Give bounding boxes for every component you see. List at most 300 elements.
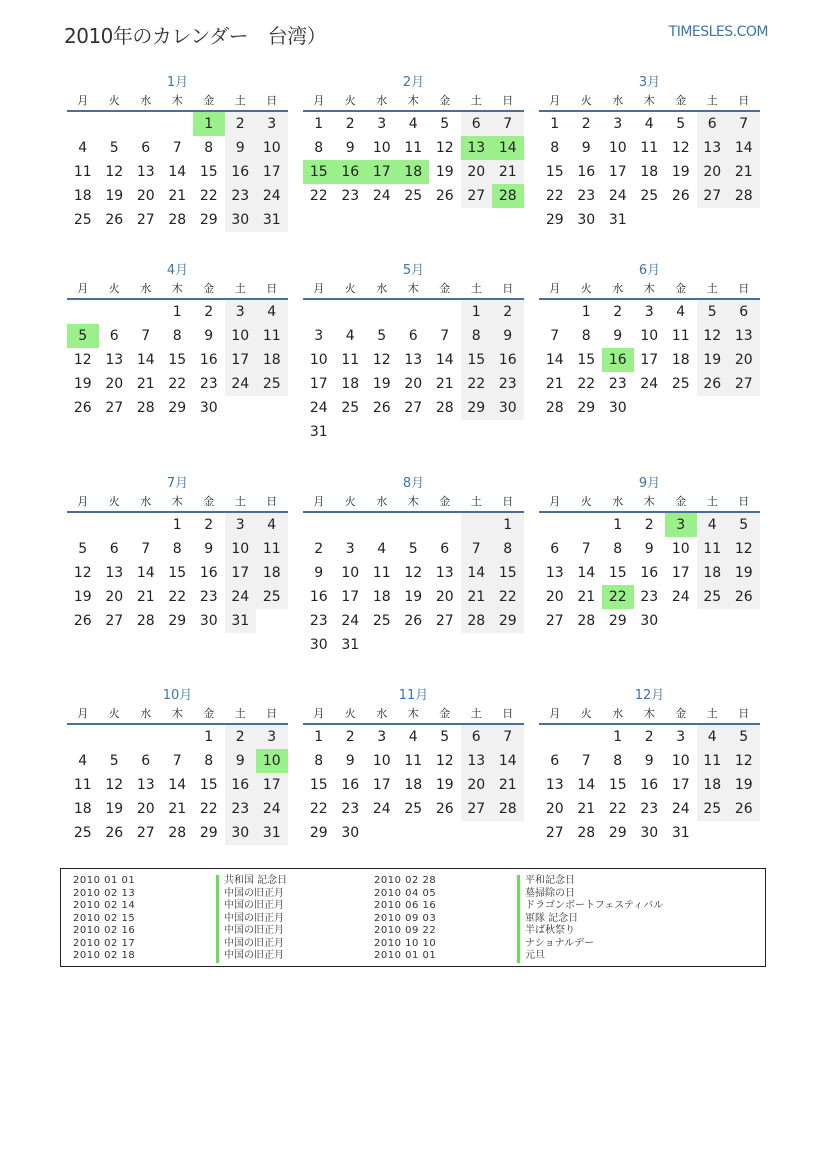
day-cell: 21 xyxy=(577,801,596,817)
weekday-label: 金 xyxy=(203,282,215,295)
day-cell: 11 xyxy=(404,140,423,156)
empty-cell xyxy=(67,112,99,136)
day-cell: 9 xyxy=(644,541,654,557)
day-cell: 18 xyxy=(640,164,659,180)
day-cell: 6 xyxy=(109,328,119,344)
empty-cell xyxy=(461,633,493,657)
weekday-label: 日 xyxy=(738,707,750,720)
day-cell: 31 xyxy=(225,609,257,633)
weekday-label: 月 xyxy=(313,282,325,295)
day-cell: 19 xyxy=(105,188,124,204)
day-cell: 19 xyxy=(728,561,760,585)
day-cell: 5 xyxy=(728,725,760,749)
weekday-label: 木 xyxy=(171,94,183,107)
day-cell: 21 xyxy=(492,160,524,184)
day-cell: 17 xyxy=(366,160,398,184)
day-cell: 6 xyxy=(461,725,493,749)
day-cell: 30 xyxy=(577,212,596,228)
day-cell: 20 xyxy=(728,348,760,372)
empty-cell xyxy=(697,208,729,232)
empty-cell xyxy=(429,513,461,537)
day-cell: 25 xyxy=(341,400,360,416)
weekday-label: 日 xyxy=(266,282,278,295)
holiday-date: 2010 06 16 xyxy=(374,900,437,911)
day-cell: 19 xyxy=(73,376,92,392)
day-cell: 13 xyxy=(105,565,124,581)
empty-cell xyxy=(697,396,729,420)
day-cell: 6 xyxy=(141,753,151,769)
day-cell: 2 xyxy=(345,116,355,132)
empty-cell xyxy=(728,208,760,232)
day-cell: 24 xyxy=(671,589,690,605)
weekday-label: 日 xyxy=(266,707,278,720)
day-cell: 28 xyxy=(136,400,155,416)
weekday-header xyxy=(539,492,760,513)
day-cell: 21 xyxy=(461,585,493,609)
day-cell: 14 xyxy=(168,777,187,793)
day-cell: 1 xyxy=(172,517,182,533)
empty-cell xyxy=(162,112,194,136)
month-name: 12月 xyxy=(634,688,665,703)
day-cell: 4 xyxy=(697,513,729,537)
day-cell: 31 xyxy=(341,637,360,653)
day-cell: 20 xyxy=(461,773,493,797)
day-cell: 29 xyxy=(545,212,564,228)
weekday-label: 木 xyxy=(171,707,183,720)
day-cell: 13 xyxy=(404,352,423,368)
day-cell: 23 xyxy=(640,801,659,817)
month-3 xyxy=(539,74,760,232)
legend-names-right xyxy=(517,875,663,963)
empty-cell xyxy=(256,396,288,420)
day-cell: 17 xyxy=(341,589,360,605)
day-cell: 11 xyxy=(697,537,729,561)
day-cell: 5 xyxy=(408,541,418,557)
day-cell: 8 xyxy=(613,753,623,769)
day-cell: 29 xyxy=(492,609,524,633)
day-cell: 21 xyxy=(168,801,187,817)
holiday-name: 中国の旧正月 xyxy=(216,950,287,963)
empty-cell xyxy=(366,420,398,444)
weekday-label: 月 xyxy=(549,707,561,720)
day-cell: 15 xyxy=(309,777,328,793)
weekday-label: 木 xyxy=(643,282,655,295)
holiday-date: 2010 02 28 xyxy=(374,875,437,886)
day-cell: 20 xyxy=(136,801,155,817)
holiday-date: 2010 10 10 xyxy=(374,937,437,949)
day-cell: 27 xyxy=(728,372,760,396)
day-cell: 17 xyxy=(372,777,391,793)
month-name: 10月 xyxy=(162,688,193,703)
month-name: 11月 xyxy=(398,688,429,703)
legend-dates-left xyxy=(73,875,135,963)
holiday-date: 2010 02 16 xyxy=(73,925,136,936)
empty-cell xyxy=(99,300,131,324)
weekday-label: 火 xyxy=(344,707,356,720)
day-cell: 12 xyxy=(73,352,92,368)
weekday-label: 土 xyxy=(234,94,246,107)
day-cell: 7 xyxy=(141,541,151,557)
day-cell: 31 xyxy=(309,424,328,440)
empty-cell xyxy=(461,513,493,537)
day-cell: 9 xyxy=(204,541,214,557)
day-cell: 8 xyxy=(204,140,214,156)
weekday-label: 日 xyxy=(502,94,514,107)
day-cell: 30 xyxy=(341,825,360,841)
day-cell: 16 xyxy=(602,348,634,372)
weekday-label: 火 xyxy=(580,94,592,107)
month-name: 3月 xyxy=(638,75,661,90)
day-cell: 29 xyxy=(199,212,218,228)
day-cell: 25 xyxy=(256,585,288,609)
day-cell: 7 xyxy=(172,140,182,156)
day-cell: 28 xyxy=(728,184,760,208)
weekday-header xyxy=(539,279,760,300)
empty-cell xyxy=(728,821,760,845)
day-cell: 3 xyxy=(225,300,257,324)
day-cell: 19 xyxy=(697,348,729,372)
day-cell: 25 xyxy=(404,801,423,817)
day-cell: 5 xyxy=(109,140,119,156)
weekday-label: 水 xyxy=(376,282,388,295)
day-cell: 12 xyxy=(372,352,391,368)
weekday-label: 火 xyxy=(344,495,356,508)
day-grid xyxy=(303,300,524,444)
weekday-label: 月 xyxy=(77,282,89,295)
weekday-label: 火 xyxy=(108,282,120,295)
day-cell: 13 xyxy=(435,565,454,581)
weekday-label: 日 xyxy=(738,94,750,107)
day-cell: 20 xyxy=(136,188,155,204)
day-cell: 6 xyxy=(728,300,760,324)
month-12 xyxy=(539,687,760,845)
day-cell: 12 xyxy=(105,777,124,793)
day-grid xyxy=(303,112,524,208)
weekday-label: 金 xyxy=(675,707,687,720)
weekday-label: 火 xyxy=(344,94,356,107)
day-cell: 22 xyxy=(199,801,218,817)
day-cell: 3 xyxy=(377,729,387,745)
day-cell: 4 xyxy=(697,725,729,749)
day-cell: 25 xyxy=(404,188,423,204)
day-cell: 31 xyxy=(256,208,288,232)
weekday-label: 日 xyxy=(502,495,514,508)
day-cell: 13 xyxy=(461,136,493,160)
weekday-header xyxy=(303,492,524,513)
day-cell: 10 xyxy=(256,136,288,160)
day-cell: 1 xyxy=(492,513,524,537)
day-cell: 1 xyxy=(461,300,493,324)
day-cell: 1 xyxy=(314,729,324,745)
month-7 xyxy=(67,475,288,633)
day-cell: 11 xyxy=(73,164,92,180)
weekday-header xyxy=(67,704,288,725)
day-cell: 9 xyxy=(581,140,591,156)
day-cell: 16 xyxy=(577,164,596,180)
empty-cell xyxy=(225,396,257,420)
day-cell: 11 xyxy=(640,140,659,156)
page-title: 2010年のカレンダー 台湾） xyxy=(64,24,327,48)
day-cell: 20 xyxy=(105,589,124,605)
day-cell: 29 xyxy=(168,613,187,629)
weekday-label: 木 xyxy=(407,495,419,508)
empty-cell xyxy=(429,420,461,444)
weekday-label: 水 xyxy=(140,94,152,107)
day-cell: 26 xyxy=(73,400,92,416)
empty-cell xyxy=(665,609,697,633)
day-cell: 8 xyxy=(172,541,182,557)
day-cell: 21 xyxy=(492,773,524,797)
day-cell: 6 xyxy=(461,112,493,136)
day-cell: 1 xyxy=(550,116,560,132)
holiday-name: 中国の旧正月 xyxy=(216,925,287,938)
empty-cell xyxy=(67,513,99,537)
weekday-label: 月 xyxy=(313,707,325,720)
day-cell: 26 xyxy=(404,613,423,629)
day-cell: 17 xyxy=(225,561,257,585)
day-cell: 25 xyxy=(697,797,729,821)
day-cell: 6 xyxy=(550,753,560,769)
day-cell: 25 xyxy=(640,188,659,204)
day-cell: 28 xyxy=(492,184,524,208)
weekday-label: 土 xyxy=(706,94,718,107)
day-cell: 9 xyxy=(492,324,524,348)
empty-cell xyxy=(634,208,666,232)
day-cell: 5 xyxy=(109,753,119,769)
day-cell: 11 xyxy=(404,753,423,769)
day-cell: 8 xyxy=(314,140,324,156)
day-cell: 14 xyxy=(461,561,493,585)
day-cell: 24 xyxy=(372,801,391,817)
day-cell: 14 xyxy=(577,777,596,793)
day-cell: 18 xyxy=(398,160,430,184)
day-cell: 3 xyxy=(665,513,697,537)
day-cell: 22 xyxy=(168,376,187,392)
empty-cell xyxy=(366,513,398,537)
day-cell: 26 xyxy=(105,825,124,841)
weekday-header xyxy=(303,279,524,300)
day-cell: 29 xyxy=(168,400,187,416)
day-cell: 2 xyxy=(644,517,654,533)
day-cell: 5 xyxy=(440,116,450,132)
weekday-label: 土 xyxy=(706,282,718,295)
day-cell: 2 xyxy=(345,729,355,745)
day-cell: 16 xyxy=(199,565,218,581)
empty-cell xyxy=(665,396,697,420)
day-grid xyxy=(67,725,288,845)
empty-cell xyxy=(539,513,571,537)
day-cell: 13 xyxy=(697,136,729,160)
empty-cell xyxy=(99,513,131,537)
holiday-date: 2010 02 14 xyxy=(73,900,136,911)
day-cell: 31 xyxy=(608,212,627,228)
weekday-label: 水 xyxy=(612,94,624,107)
day-cell: 28 xyxy=(461,609,493,633)
day-cell: 1 xyxy=(314,116,324,132)
weekday-label: 土 xyxy=(706,495,718,508)
day-cell: 3 xyxy=(644,304,654,320)
empty-cell xyxy=(303,300,335,324)
day-cell: 11 xyxy=(256,537,288,561)
weekday-label: 金 xyxy=(439,707,451,720)
holiday-date: 2010 01 01 xyxy=(73,875,136,886)
day-cell: 31 xyxy=(671,825,690,841)
day-cell: 23 xyxy=(608,376,627,392)
day-cell: 23 xyxy=(309,613,328,629)
day-cell: 3 xyxy=(377,116,387,132)
day-cell: 10 xyxy=(256,749,288,773)
day-cell: 17 xyxy=(640,352,659,368)
day-cell: 4 xyxy=(78,140,88,156)
day-cell: 17 xyxy=(608,164,627,180)
day-cell: 11 xyxy=(341,352,360,368)
day-cell: 17 xyxy=(671,565,690,581)
holiday-name: 中国の旧正月 xyxy=(216,938,287,951)
holiday-date: 2010 04 05 xyxy=(374,887,437,899)
day-cell: 9 xyxy=(613,328,623,344)
day-cell: 3 xyxy=(345,541,355,557)
weekday-label: 水 xyxy=(376,707,388,720)
weekday-label: 金 xyxy=(675,282,687,295)
day-cell: 11 xyxy=(697,749,729,773)
month-11 xyxy=(303,687,524,845)
weekday-label: 火 xyxy=(580,282,592,295)
weekday-label: 土 xyxy=(234,495,246,508)
day-cell: 2 xyxy=(204,517,214,533)
day-cell: 20 xyxy=(435,589,454,605)
day-cell: 17 xyxy=(256,773,288,797)
day-cell: 19 xyxy=(435,164,454,180)
day-cell: 5 xyxy=(676,116,686,132)
holiday-date: 2010 09 22 xyxy=(374,925,437,936)
day-cell: 7 xyxy=(728,112,760,136)
empty-cell xyxy=(697,821,729,845)
day-cell: 15 xyxy=(199,777,218,793)
holiday-name: 中国の旧正月 xyxy=(216,888,287,901)
holiday-date: 2010 09 03 xyxy=(374,912,437,924)
day-cell: 4 xyxy=(408,729,418,745)
weekday-label: 金 xyxy=(675,94,687,107)
day-cell: 12 xyxy=(697,324,729,348)
empty-cell xyxy=(162,725,194,749)
day-cell: 9 xyxy=(225,749,257,773)
month-4 xyxy=(67,262,288,420)
weekday-header xyxy=(303,91,524,112)
day-cell: 15 xyxy=(168,565,187,581)
day-cell: 15 xyxy=(492,561,524,585)
empty-cell xyxy=(398,300,430,324)
day-cell: 15 xyxy=(608,565,627,581)
day-cell: 17 xyxy=(256,160,288,184)
weekday-label: 木 xyxy=(643,495,655,508)
weekday-label: 土 xyxy=(470,707,482,720)
day-cell: 23 xyxy=(640,589,659,605)
legend-names-left xyxy=(216,875,287,963)
day-cell: 19 xyxy=(73,589,92,605)
day-grid xyxy=(539,112,760,232)
day-cell: 10 xyxy=(372,140,391,156)
weekday-label: 火 xyxy=(108,495,120,508)
day-cell: 10 xyxy=(341,565,360,581)
empty-cell xyxy=(461,420,493,444)
weekday-label: 土 xyxy=(234,282,246,295)
day-cell: 10 xyxy=(309,352,328,368)
day-cell: 9 xyxy=(644,753,654,769)
day-cell: 12 xyxy=(404,565,423,581)
holiday-name: 中国の旧正月 xyxy=(216,913,287,926)
day-cell: 12 xyxy=(728,749,760,773)
day-cell: 21 xyxy=(577,589,596,605)
month-5 xyxy=(303,262,524,444)
day-cell: 14 xyxy=(545,352,564,368)
weekday-label: 日 xyxy=(266,495,278,508)
empty-cell xyxy=(492,633,524,657)
day-cell: 24 xyxy=(341,613,360,629)
weekday-label: 水 xyxy=(140,495,152,508)
empty-cell xyxy=(398,420,430,444)
day-cell: 27 xyxy=(105,613,124,629)
empty-cell xyxy=(366,821,398,845)
day-cell: 10 xyxy=(608,140,627,156)
day-cell: 3 xyxy=(225,513,257,537)
site-logo[interactable]: TIMESLES.COM xyxy=(668,24,768,40)
holiday-date: 2010 01 01 xyxy=(374,950,437,961)
day-cell: 26 xyxy=(697,372,729,396)
day-cell: 3 xyxy=(613,116,623,132)
day-cell: 26 xyxy=(435,188,454,204)
day-cell: 11 xyxy=(372,565,391,581)
weekday-label: 火 xyxy=(344,282,356,295)
day-cell: 18 xyxy=(73,801,92,817)
empty-cell xyxy=(335,420,367,444)
day-cell: 22 xyxy=(602,585,634,609)
day-cell: 6 xyxy=(109,541,119,557)
day-cell: 27 xyxy=(545,613,564,629)
day-cell: 5 xyxy=(67,324,99,348)
empty-cell xyxy=(99,725,131,749)
weekday-label: 火 xyxy=(580,707,592,720)
weekday-label: 木 xyxy=(407,282,419,295)
day-cell: 23 xyxy=(341,801,360,817)
weekday-label: 日 xyxy=(502,707,514,720)
weekday-header xyxy=(539,704,760,725)
day-cell: 6 xyxy=(408,328,418,344)
weekday-label: 金 xyxy=(203,707,215,720)
day-cell: 1 xyxy=(613,729,623,745)
day-cell: 15 xyxy=(608,777,627,793)
day-cell: 18 xyxy=(697,773,729,797)
weekday-label: 土 xyxy=(470,282,482,295)
empty-cell xyxy=(256,609,288,633)
month-9 xyxy=(539,475,760,633)
day-cell: 6 xyxy=(141,140,151,156)
day-cell: 28 xyxy=(577,613,596,629)
month-6 xyxy=(539,262,760,420)
day-cell: 18 xyxy=(671,352,690,368)
day-cell: 28 xyxy=(577,825,596,841)
empty-cell xyxy=(130,725,162,749)
weekday-label: 水 xyxy=(376,94,388,107)
day-cell: 30 xyxy=(309,637,328,653)
day-cell: 4 xyxy=(676,304,686,320)
day-cell: 12 xyxy=(73,565,92,581)
weekday-label: 土 xyxy=(706,707,718,720)
day-cell: 1 xyxy=(204,729,214,745)
day-cell: 18 xyxy=(404,777,423,793)
day-cell: 4 xyxy=(256,513,288,537)
day-cell: 16 xyxy=(640,565,659,581)
day-cell: 27 xyxy=(404,400,423,416)
